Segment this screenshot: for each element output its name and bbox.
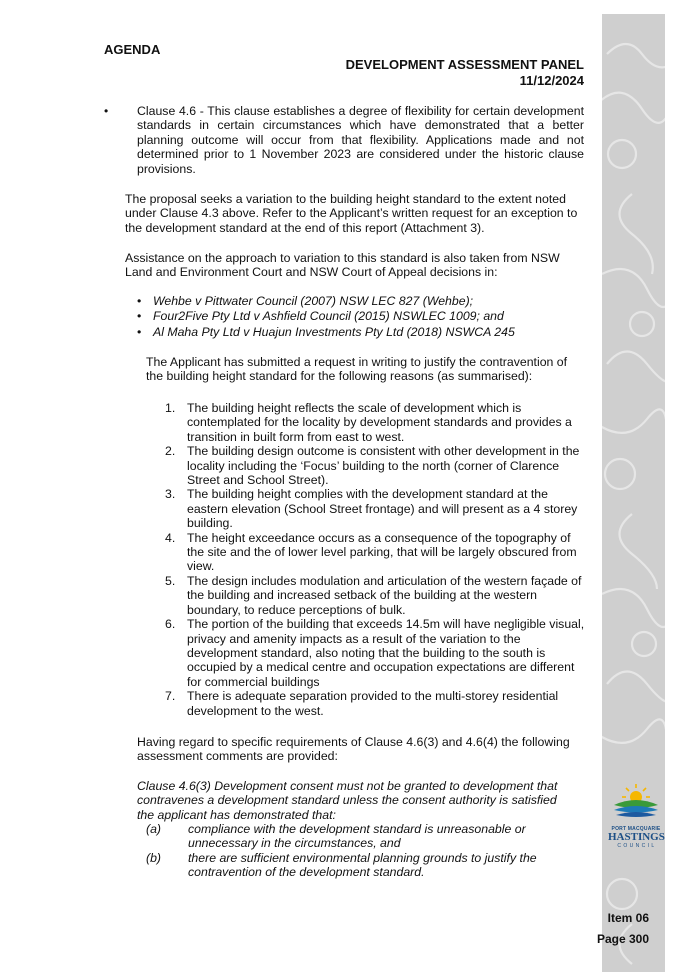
case-item: • Al Maha Pty Ltd v Huajun Investments Pty Ltd (2018) NSWCA 245: [137, 325, 577, 339]
reason-item: [165, 531, 585, 574]
reason-item: [165, 689, 585, 718]
clause-463-paragraph: Clause 4.6(3) Development consent must not be granted to development that contravenes a development standard unless the consent authority is satisfied the applicant has demonstrated that:: [137, 779, 558, 822]
reason-number: 3.: [165, 487, 176, 502]
agenda-heading: AGENDA: [104, 42, 161, 57]
clause-46-paragraph: Clause 4.6 - This clause establishes a degree of flexibility for certain development standards in certain circumstances which have demonstrated that a better planning outcome will occur from that flexibility. Applications made and not determined prior to 1 November 2023 are considered under the historic clause provisions.: [137, 104, 584, 176]
panel-title: DEVELOPMENT ASSESSMENT PANEL: [345, 57, 584, 72]
reason-text: The height exceedance occurs as a consequence of the topography of the site and the of lower level parking, that will be largely obscured from view.: [187, 530, 577, 574]
sub-a-label: (a): [146, 822, 162, 836]
council-logo: [608, 781, 665, 849]
logo-line3: C O U N C I L: [617, 843, 655, 849]
bullet-marker: •: [104, 104, 109, 118]
reason-text: The portion of the building that exceeds 14.5m will have negligible visual, privacy and amenity impacts as a result of the variation to the development standard, also noting that the building to the south is occupied by a medical centre and occupation expectations are different for commercial buildings: [187, 617, 585, 689]
reason-number: 4.: [165, 530, 176, 545]
logo-line2: HASTINGS: [608, 831, 665, 843]
panel-heading: [346, 57, 584, 89]
sub-b-text-line1: [188, 851, 568, 880]
reason-number: 7.: [165, 689, 176, 704]
sub-b-text: there are sufficient environmental planning grounds to justify the contravention of the development standard.: [188, 851, 537, 880]
logo-line1: PORT MACQUARIE: [611, 826, 661, 832]
sub-a-text: compliance with the development standard is unreasonable or unnecessary in the circumstances, and: [188, 822, 526, 851]
assistance-paragraph: Assistance on the approach to variation to this standard is also taken from NSW Land and Environment Court and NSW Court of Appeal decisions in:: [125, 251, 560, 280]
reasons-list: [165, 401, 585, 718]
item-number: Item 06: [607, 911, 649, 925]
reason-item: [165, 444, 585, 487]
sun-wave-logo-icon: [608, 781, 664, 821]
reason-number: 6.: [165, 617, 176, 632]
reason-number: 1.: [165, 401, 176, 415]
reason-text: The building design outcome is consistent with other development in the locality including the ‘Focus’ building to the north (corner of Clarence Street and School Street).: [187, 444, 580, 488]
reason-number: 5.: [165, 573, 176, 588]
assessment-paragraph: Having regard to specific requirements of Clause 4.6(3) and 4.6(4) the following assessment comments are provided:: [137, 735, 570, 764]
reason-item: [165, 401, 585, 444]
reason-text: The design includes modulation and articulation of the western façade of the building and increased setback of the building at the western boundary, to reduce perceptions of bulk.: [187, 573, 582, 617]
page-number: Page 300: [596, 932, 649, 946]
reason-text: The building height complies with the development standard at the eastern elevation (School Street frontage) and will present as a 4 storey building.: [187, 487, 578, 531]
meeting-date: 11/12/2024: [519, 73, 584, 88]
proposal-paragraph: The proposal seeks a variation to the building height standard to the extent noted under Clause 4.3 above. Refer to the Applicant’s written request for an exception to the development standard at the end of this report (Attachment 3).: [125, 192, 578, 235]
reason-item: [165, 617, 585, 689]
reason-item: [165, 574, 585, 617]
reason-text: There is adequate separation provided to the multi-storey residential development to the west.: [187, 689, 559, 718]
case-item: • Wehbe v Pittwater Council (2007) NSW LEC 827 (Wehbe);: [137, 294, 577, 308]
reason-text: The building height reflects the scale of development which is contemplated for the locality by development standards and provides a transition in built form from east to west.: [187, 401, 572, 444]
case-list: [137, 294, 577, 340]
case-item: • Four2Five Pty Ltd v Ashfield Council (2015) NSWLEC 1009; and: [137, 309, 577, 323]
reason-item: [165, 487, 585, 530]
reason-number: 2.: [165, 444, 176, 459]
applicant-paragraph: The Applicant has submitted a request in writing to justify the contravention of the building height standard for the following reasons (as summarised):: [146, 355, 568, 384]
sub-b-label: (b): [146, 851, 162, 865]
